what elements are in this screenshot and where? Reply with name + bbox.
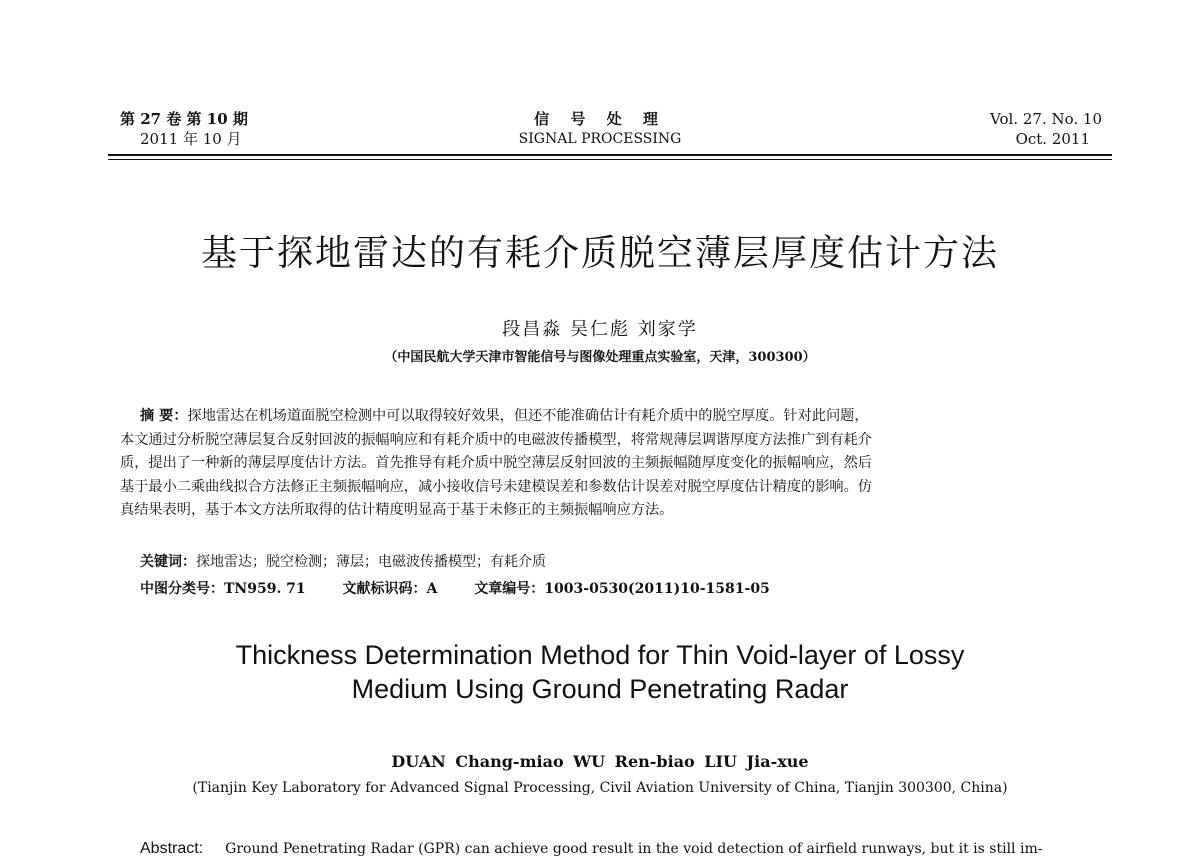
abstract-cn-line: 本文通过分析脱空薄层复合反射回波的振幅响应和有耗介质中的电磁波传播模型，将常规薄层调谐厚度方法推广到有耗介 xyxy=(120,431,872,448)
volume-issue-cn: 第 27 卷 第 10 期 xyxy=(120,110,248,128)
keywords-label: 关键词： xyxy=(140,554,196,570)
document-code: 文献标识码：A xyxy=(342,581,438,597)
abstract-cn-line: 基于最小二乘曲线拟合方法修正主频振幅响应，减小接收信号未建模误差和参数估计误差对脱空厚度估计精度的影响。仿 xyxy=(120,478,872,495)
affiliation-cn: （中国民航大学天津市智能信号与图像处理重点实验室，天津，300300） xyxy=(384,350,816,365)
paper-title-en-line2: Medium Using Ground Penetrating Radar xyxy=(351,674,849,704)
abstract-cn-line: 质，提出了一种新的薄层厚度估计方法。首先推导有耗介质中脱空薄层反射回波的主频振幅随厚度变化的振幅响应，然后 xyxy=(120,455,872,472)
paper-title-en-line1: Thickness Determination Method for Thin Void-layer of Lossy xyxy=(235,640,965,670)
journal-title-en: SIGNAL PROCESSING xyxy=(518,131,682,147)
authors-en: DUAN Chang-miao WU Ren-biao LIU Jia-xue xyxy=(391,752,809,771)
header-rule-thick xyxy=(108,154,1112,156)
date-en: Oct. 2011 xyxy=(1015,130,1090,148)
keywords-text: 探地雷达；脱空检测；薄层；电磁波传播模型；有耗介质 xyxy=(196,554,546,570)
abstract-en xyxy=(140,840,1042,858)
header-rule-thin xyxy=(108,159,1112,160)
journal-title-cn: 信 号 处 理 xyxy=(534,110,666,128)
abstract-cn-label: 摘 要： xyxy=(140,408,188,424)
abstract-en-text: Ground Penetrating Radar (GPR) can achieve good result in the void detection of airfield runways, but it is still im- xyxy=(225,841,1043,857)
keywords-cn xyxy=(140,551,546,571)
abstract-cn xyxy=(120,405,1110,523)
authors-cn: 段昌淼 吴仁彪 刘家学 xyxy=(502,319,698,340)
article-number: 文章编号：1003-0530(2011)10-1581-05 xyxy=(474,581,770,597)
paper-title-cn: 基于探地雷达的有耗介质脱空薄层厚度估计方法 xyxy=(200,233,999,274)
clc-number: 中图分类号：TN959. 71 xyxy=(140,581,306,597)
abstract-cn-line: 摘 要：探地雷达在机场道面脱空检测中可以取得较好效果，但还不能准确估计有耗介质中的脱空厚度。针对此问题， xyxy=(140,408,869,424)
affiliation-en: (Tianjin Key Laboratory for Advanced Signal Processing, Civil Aviation University of China, Tianjin 300300, China) xyxy=(192,780,1008,796)
date-cn: 2011 年 10 月 xyxy=(140,130,242,148)
volume-issue-en: Vol. 27. No. 10 xyxy=(990,110,1102,128)
classification-line xyxy=(140,578,802,598)
abstract-en-label: Abstract: xyxy=(140,840,204,857)
paper-title-en xyxy=(0,638,1200,706)
abstract-cn-line: 真结果表明，基于本文方法所取得的估计精度明显高于基于未修正的主频振幅响应方法。 xyxy=(120,502,674,519)
